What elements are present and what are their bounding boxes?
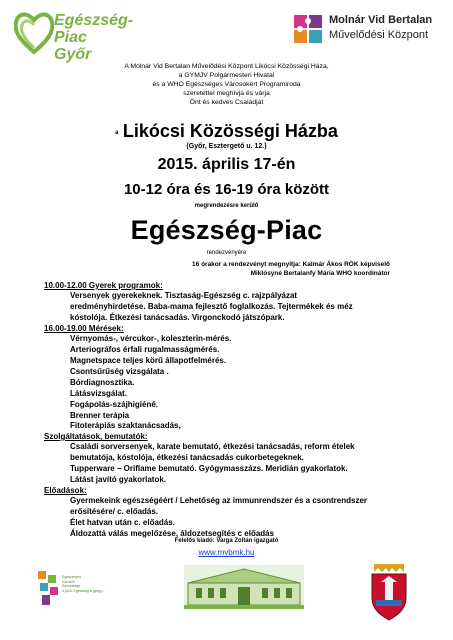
program-item: Fogápolás-szájhigiéné. <box>70 400 159 409</box>
program-item: Látást javító gyakorlatok. <box>70 475 167 484</box>
egeszseg-piac-logo <box>14 8 164 63</box>
cultural-center-building-image <box>184 565 304 609</box>
program-item: Magnetspace teljes körű állapotfelmérés. <box>70 356 227 365</box>
services-heading: Szolgáltatások, bemutatók: <box>44 432 148 441</box>
city-coat-of-arms <box>366 558 412 622</box>
logo-org-sub: Művelődési Központ <box>329 29 429 41</box>
venue-name: Likócsi Közösségi Házba <box>122 121 338 141</box>
program-item: eredményhirdetése. Baba-mama fejlesztő foglalkozás. Tejtermékek és méz <box>70 302 353 311</box>
program-item: Áldozattá válás megelőzése, áldozetsegítés c előadás <box>70 529 275 538</box>
intro-line: A Molnár Vid Bertalan Művelődési Központ Likócsi Közösségi Háza, <box>124 63 329 70</box>
program-item: Fitoterápiás szaktanácsadás, <box>70 421 181 430</box>
program-item: Látásvizsgálat. <box>70 389 127 398</box>
program-item: kóstolója. Étkezési tanácsadás. Virgonckodó játszópark. <box>70 313 285 322</box>
intro-line: Önt és kedves Családját <box>189 99 264 106</box>
program-item: Vérnyomás-, vércukor-, koleszterin-mérés. <box>70 334 232 343</box>
program-item: Tupperware – Oriflame bemutató. Gyógymasszázs. Meridián gyakorlatok. <box>70 464 348 473</box>
venue-line <box>0 121 453 142</box>
intro-line: a GYMJV Polgármesteri Hivatal <box>178 72 275 79</box>
measurements-heading: 16.00-19.00 Mérések: <box>44 324 124 333</box>
opener-line: Miklósyné Bertalanfy Mária WHO koordinátor <box>250 270 390 277</box>
lectures-heading: Előadások: <box>44 486 87 495</box>
opening-speakers <box>140 260 390 278</box>
logo-text-line: Városok <box>62 579 75 584</box>
event-rendezveny: rendezvényére <box>206 250 247 256</box>
invitation-intro <box>0 62 453 107</box>
venue-prefix: a <box>115 129 119 136</box>
event-time: 10-12 óra és 16-19 óra között <box>123 181 330 198</box>
intro-line: és a WHO Egészséges Városokért Programiroda <box>152 81 301 88</box>
program-item: Családi sorversenyek, karate bemutató, étkezési tanácsadás, reform ételek <box>70 442 355 451</box>
program-item: Versenyek gyerekeknek. Tisztaság-Egészség c. rajzpályázat <box>70 291 298 300</box>
mvbmk-logo <box>293 10 448 50</box>
puzzle-logo-icon <box>293 14 323 44</box>
children-heading: 10.00-12.00 Gyerek programok: <box>44 281 163 290</box>
logo-title: Egészség-Piac <box>54 12 134 46</box>
coat-of-arms-icon <box>366 558 412 622</box>
logo-text-line: A jövő: Egészség a gyógy... <box>62 588 105 593</box>
program-item: Brenner terápia <box>70 411 130 420</box>
program-item: Csontsűrűség vizsgálata . <box>70 367 169 376</box>
logo-text-line: Szövetsége <box>62 584 81 589</box>
venue-address: (Győr, Esztergető u. 12.) <box>186 143 267 150</box>
heart-logo-icon <box>14 8 54 56</box>
event-date: 2015. április 17-én <box>157 156 296 173</box>
website-link[interactable]: www.mvbmk.hu <box>198 548 255 557</box>
opener-line: 16 órakor a rendezvényt megnyitja: Kalmár Ákos RÖK képviselő <box>192 261 390 268</box>
logo-city: Győr <box>54 46 92 63</box>
program-item: bemutatója, kóstolója, étkezési tanácsadás cukorbetegeknek. <box>70 453 304 462</box>
program-item: Gyermekeink egészségéért / Lehetőség az immunrendszer és a csontrendszer <box>70 496 368 505</box>
building-illustration-icon <box>184 565 304 609</box>
program-item: Élet hatvan után c. előadás. <box>70 518 175 527</box>
program-item: Bórdiagnosztika. <box>70 378 135 387</box>
logo-org-name: Molnár Vid Bertalan <box>329 14 433 26</box>
healthy-cities-logo <box>36 565 136 615</box>
publisher-note: Felelős kiadó: Varga Zoltán igazgató <box>174 538 279 544</box>
logo-text-line: Egészséges <box>62 575 82 579</box>
program-item: Arteriográfos érfali rugalmasságmérés. <box>70 345 220 354</box>
healthy-cities-figure-icon <box>36 569 62 609</box>
event-title: Egészség-Piac <box>130 215 323 245</box>
program-item: erősítésére/ c. előadás. <box>70 507 159 516</box>
intro-line: szeretettel meghívja és várja <box>183 90 270 97</box>
event-note: megrendezésre kerülő <box>194 203 259 209</box>
